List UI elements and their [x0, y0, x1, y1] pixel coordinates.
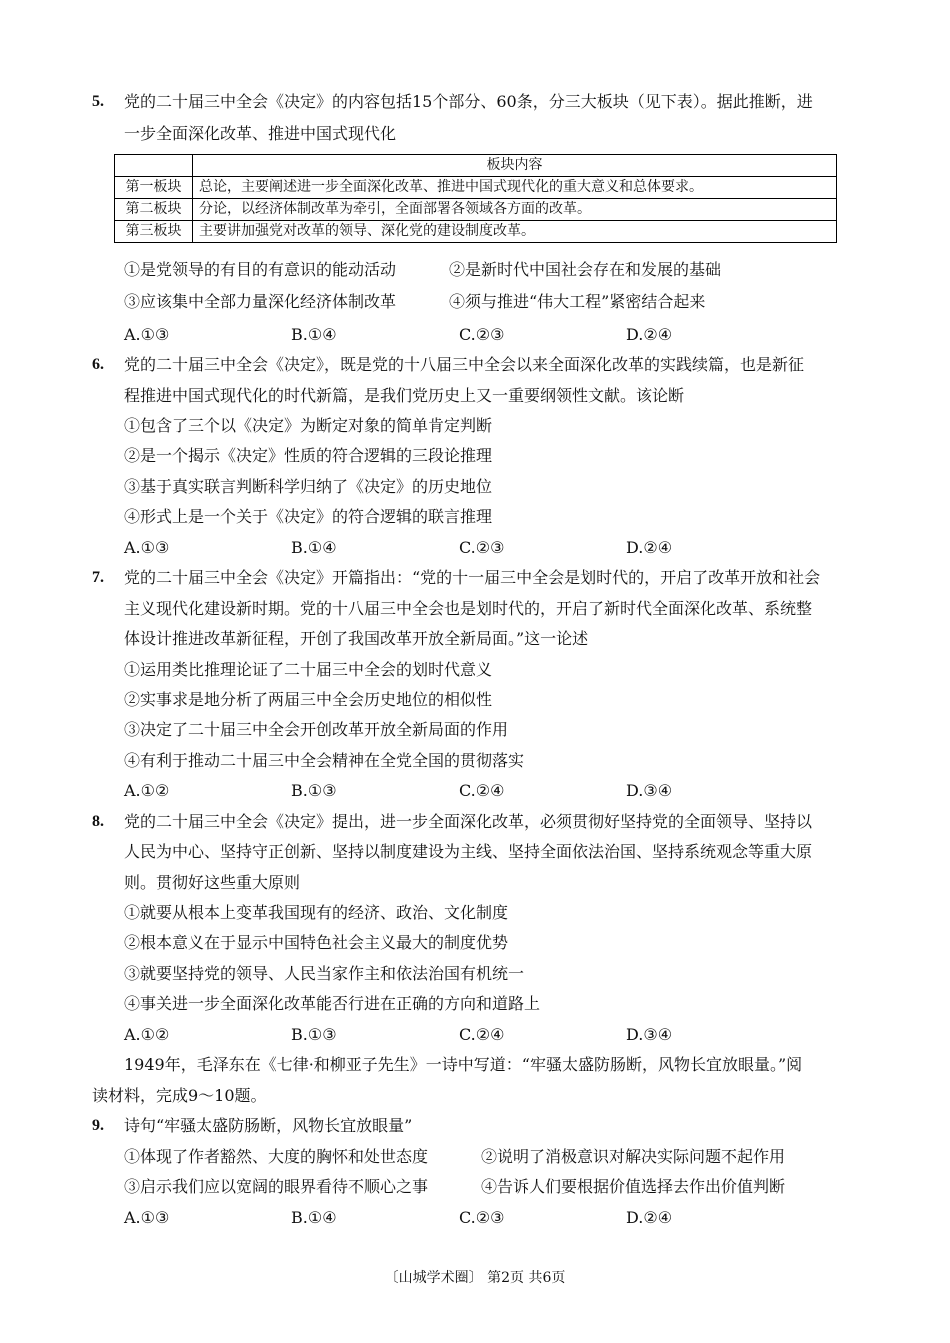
question-7-item-1: ①运用类比推理论证了二十届三中全会的划时代意义 [124, 660, 493, 679]
question-7-item-3: ③决定了二十届三中全会开创改革开放全新局面的作用 [124, 720, 509, 739]
question-6-item-2: ②是一个揭示《决定》性质的符合逻辑的三段论推理 [124, 446, 493, 465]
question-6-item-4: ④形式上是一个关于《决定》的符合逻辑的联言推理 [124, 507, 493, 526]
table-row-content: 主要讲加强党对改革的领导、深化党的建设制度改革。 [193, 221, 837, 243]
table-row-label: 第一板块 [115, 177, 193, 199]
table-row-label: 第三板块 [115, 221, 193, 243]
table-row [115, 221, 837, 243]
question-7-item-4: ④有利于推动二十届三中全会精神在全党全国的贯彻落实 [124, 751, 525, 770]
table-header-content: 板块内容 [193, 155, 837, 177]
question-6-stem-line-1: 党的二十届三中全会《决定》，既是党的十八届三中全会以来全面深化改革的实践续篇，也是新征 [124, 355, 805, 374]
question-8-stem-line-3: 则。贯彻好这些重大原则 [124, 873, 301, 892]
question-9-choice-b[interactable]: B.①④ [291, 1208, 337, 1227]
table-row-label: 第二板块 [115, 199, 193, 221]
question-9-item-3: ③启示我们应以宽阔的眼界看待不顺心之事 [124, 1177, 429, 1196]
question-9-item-2: ②说明了消极意识对解决实际问题不起作用 [481, 1147, 786, 1166]
table-row [115, 199, 837, 221]
question-6-choice-a[interactable]: A.①③ [124, 538, 170, 557]
section-content-table [114, 154, 837, 243]
question-9-choice-d[interactable]: D.②④ [626, 1208, 673, 1227]
question-7-number: 7. [92, 569, 104, 586]
question-6-choice-b[interactable]: B.①④ [291, 538, 337, 557]
question-5-number: 5. [92, 93, 104, 110]
question-5-item-3: ③应该集中全部力量深化经济体制改革 [124, 292, 397, 311]
table-header-row [115, 155, 837, 177]
question-8-number: 8. [92, 813, 104, 830]
table-row [115, 177, 837, 199]
question-5-stem-line-1: 党的二十届三中全会《决定》的内容包括15个部分、60条，分三大板块（见下表）。据此推断，进 [124, 92, 813, 111]
question-7-choice-c[interactable]: C.②④ [459, 781, 505, 800]
material-line-2: 读材料，完成9～10题。 [92, 1086, 267, 1105]
question-9-choice-a[interactable]: A.①③ [124, 1208, 170, 1227]
question-5-choice-a[interactable]: A.①③ [124, 325, 170, 344]
question-9-number: 9. [92, 1117, 104, 1134]
question-7-item-2: ②实事求是地分析了两届三中全会历史地位的相似性 [124, 690, 493, 709]
question-8-choice-c[interactable]: C.②④ [459, 1025, 505, 1044]
question-5-choice-b[interactable]: B.①④ [291, 325, 337, 344]
question-6-stem-line-2: 程推进中国式现代化的时代新篇，是我们党历史上又一重要纲领性文献。该论断 [124, 386, 685, 405]
question-9-choice-c[interactable]: C.②③ [459, 1208, 505, 1227]
question-9-item-1: ①体现了作者豁然、大度的胸怀和处世态度 [124, 1147, 429, 1166]
question-8-choice-a[interactable]: A.①② [124, 1025, 170, 1044]
question-8-item-2: ②根本意义在于显示中国特色社会主义最大的制度优势 [124, 933, 509, 952]
question-7-stem-line-1: 党的二十届三中全会《决定》开篇指出：“党的十一届三中全会是划时代的，开启了改革开放和社会 [124, 568, 821, 587]
question-8-stem-line-2: 人民为中心、坚持守正创新、坚持以制度建设为主线、坚持全面依法治国、坚持系统观念等重大原 [124, 842, 813, 861]
question-7-choice-a[interactable]: A.①② [124, 781, 170, 800]
question-8-stem-line-1: 党的二十届三中全会《决定》提出，进一步全面深化改革，必须贯彻好坚持党的全面领导、坚持以 [124, 812, 813, 831]
question-5-item-4: ④须与推进“伟大工程”紧密结合起来 [449, 292, 706, 311]
page-footer: 〔山城学术圈〕 第2页 共6页 [384, 1270, 566, 1286]
question-6-number: 6. [92, 356, 104, 373]
question-9-stem-line-1: 诗句“牢骚太盛防肠断，风物长宜放眼量” [124, 1116, 413, 1135]
question-7-choice-b[interactable]: B.①③ [291, 781, 337, 800]
question-5-choice-d[interactable]: D.②④ [626, 325, 673, 344]
question-9-item-4: ④告诉人们要根据价值选择去作出价值判断 [481, 1177, 786, 1196]
question-6-choice-d[interactable]: D.②④ [626, 538, 673, 557]
question-8-item-4: ④事关进一步全面深化改革能否行进在正确的方向和道路上 [124, 994, 541, 1013]
table-row-content: 总论，主要阐述进一步全面深化改革、推进中国式现代化的重大意义和总体要求。 [193, 177, 837, 199]
material-line-1: 1949年，毛泽东在《七律·和柳亚子先生》一诗中写道：“牢骚太盛防肠断，风物长宜放眼量。”阅 [124, 1055, 803, 1074]
question-7-stem-line-2: 主义现代化建设新时期。党的十八届三中全会也是划时代的，开启了新时代全面深化改革、系统整 [124, 599, 813, 618]
table-row-content: 分论，以经济体制改革为牵引，全面部署各领域各方面的改革。 [193, 199, 837, 221]
question-6-choice-c[interactable]: C.②③ [459, 538, 505, 557]
question-5-item-1: ①是党领导的有目的有意识的能动活动 [124, 260, 397, 279]
question-7-stem-line-3: 体设计推进改革新征程，开创了我国改革开放全新局面。”这一论述 [124, 629, 589, 648]
question-6-item-1: ①包含了三个以《决定》为断定对象的简单肯定判断 [124, 416, 493, 435]
question-5-item-2: ②是新时代中国社会存在和发展的基础 [449, 260, 722, 279]
question-6-item-3: ③基于真实联言判断科学归纳了《决定》的历史地位 [124, 477, 493, 496]
question-5-choice-c[interactable]: C.②③ [459, 325, 505, 344]
question-5-stem-line-2: 一步全面深化改革、推进中国式现代化 [124, 124, 397, 143]
question-7-choice-d[interactable]: D.③④ [626, 781, 673, 800]
table-header-blank [115, 155, 193, 177]
question-8-choice-d[interactable]: D.③④ [626, 1025, 673, 1044]
question-8-item-1: ①就要从根本上变革我国现有的经济、政治、文化制度 [124, 903, 509, 922]
question-8-item-3: ③就要坚持党的领导、人民当家作主和依法治国有机统一 [124, 964, 525, 983]
question-8-choice-b[interactable]: B.①③ [291, 1025, 337, 1044]
